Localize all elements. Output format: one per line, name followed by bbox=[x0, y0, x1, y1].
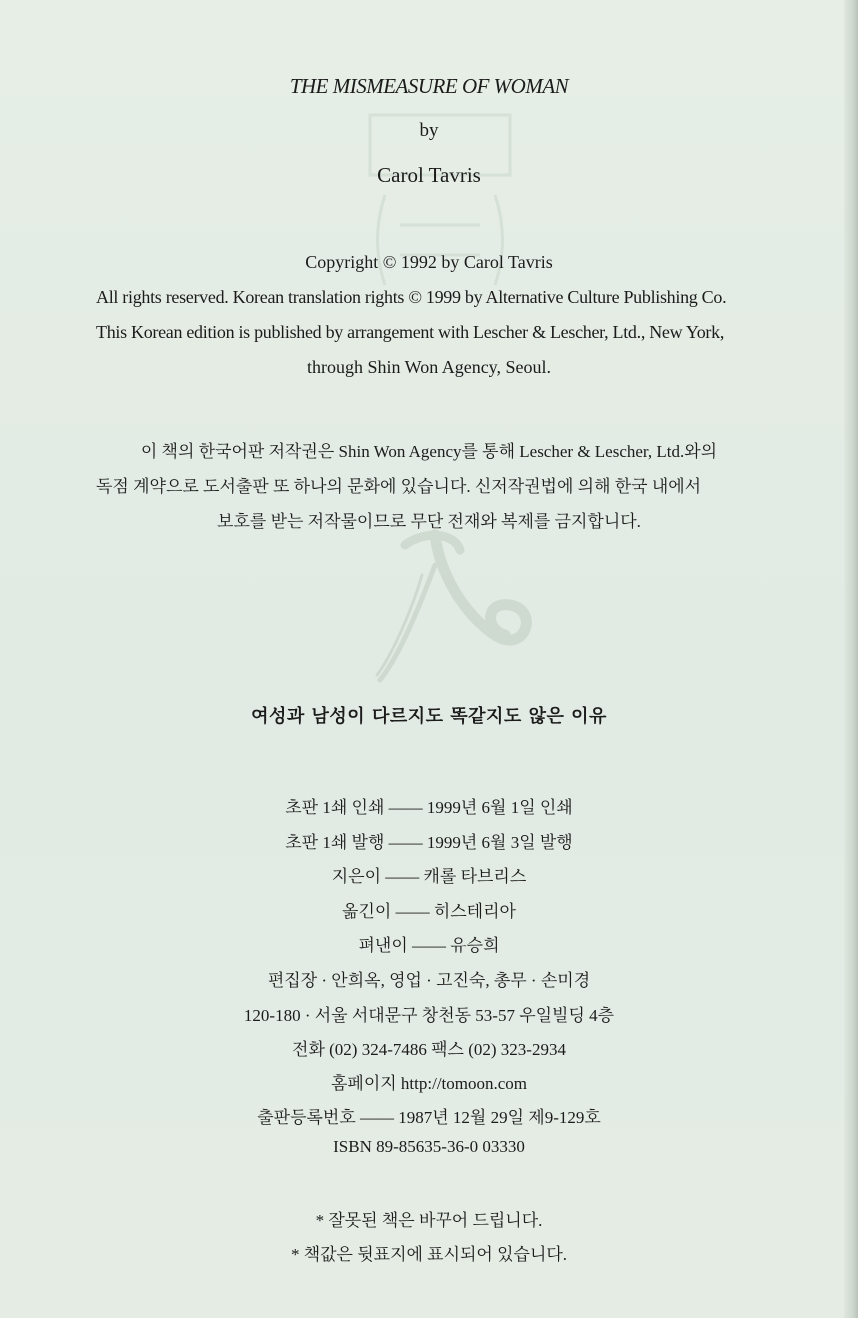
copyright-line-1: Copyright © 1992 by Carol Tavris bbox=[305, 252, 553, 272]
imprint-line: 초판 1쇄 인쇄 —— 1999년 6월 1일 인쇄 bbox=[285, 798, 573, 817]
korean-notice-line-2: 독점 계약으로 도서출판 또 하나의 문화에 있습니다. 신저작권법에 의해 한국 내에서 bbox=[96, 477, 702, 496]
note-line: * 책값은 뒷표지에 표시되어 있습니다. bbox=[290, 1245, 568, 1264]
book-title: THE MISMEASURE OF WOMAN bbox=[289, 74, 569, 98]
imprint-line: 초판 1쇄 발행 —— 1999년 6월 3일 발행 bbox=[285, 833, 573, 852]
copyright-line-3: This Korean edition is published by arrangement with Lescher & Lescher, Ltd., New York, bbox=[96, 322, 725, 342]
imprint-line: 전화 (02) 324-7486 팩스 (02) 323-2934 bbox=[292, 1040, 566, 1059]
korean-subtitle: 여성과 남성이 다르지도 똑같지도 않은 이유 bbox=[251, 706, 607, 727]
imprint-line: 지은이 —— 캐롤 타브리스 bbox=[331, 867, 527, 886]
by-label: by bbox=[419, 120, 439, 141]
author-name: Carol Tavris bbox=[377, 163, 481, 187]
imprint-line: 120-180 · 서울 서대문구 창천동 53-57 우일빌딩 4층 bbox=[243, 1006, 615, 1025]
imprint-line: ISBN 89-85635-36-0 03330 bbox=[333, 1137, 525, 1156]
imprint-line: 출판등록번호 —— 1987년 12월 29일 제9-129호 bbox=[257, 1108, 601, 1127]
korean-notice-line-1: 이 책의 한국어판 저작권은 Shin Won Agency를 통해 Lescher & Lescher, Ltd.와의 bbox=[140, 442, 718, 461]
copyright-line-4: through Shin Won Agency, Seoul. bbox=[306, 357, 552, 377]
copyright-line-2: All rights reserved. Korean translation rights © 1999 by Alternative Culture Publishing Co. bbox=[96, 287, 727, 307]
imprint-line: 옮긴이 —— 히스테리아 bbox=[342, 902, 516, 921]
imprint-line: 홈페이지 http://tomoon.com bbox=[330, 1074, 528, 1093]
korean-notice-line-3: 보호를 받는 저작물이므로 무단 전재와 복제를 금지합니다. bbox=[217, 512, 641, 531]
note-line: * 잘못된 책은 바꾸어 드립니다. bbox=[315, 1211, 543, 1230]
imprint-line: 편집장 · 안희옥, 영업 · 고진숙, 총무 · 손미경 bbox=[267, 971, 591, 990]
imprint-line: 펴낸이 —— 유승희 bbox=[358, 936, 500, 955]
